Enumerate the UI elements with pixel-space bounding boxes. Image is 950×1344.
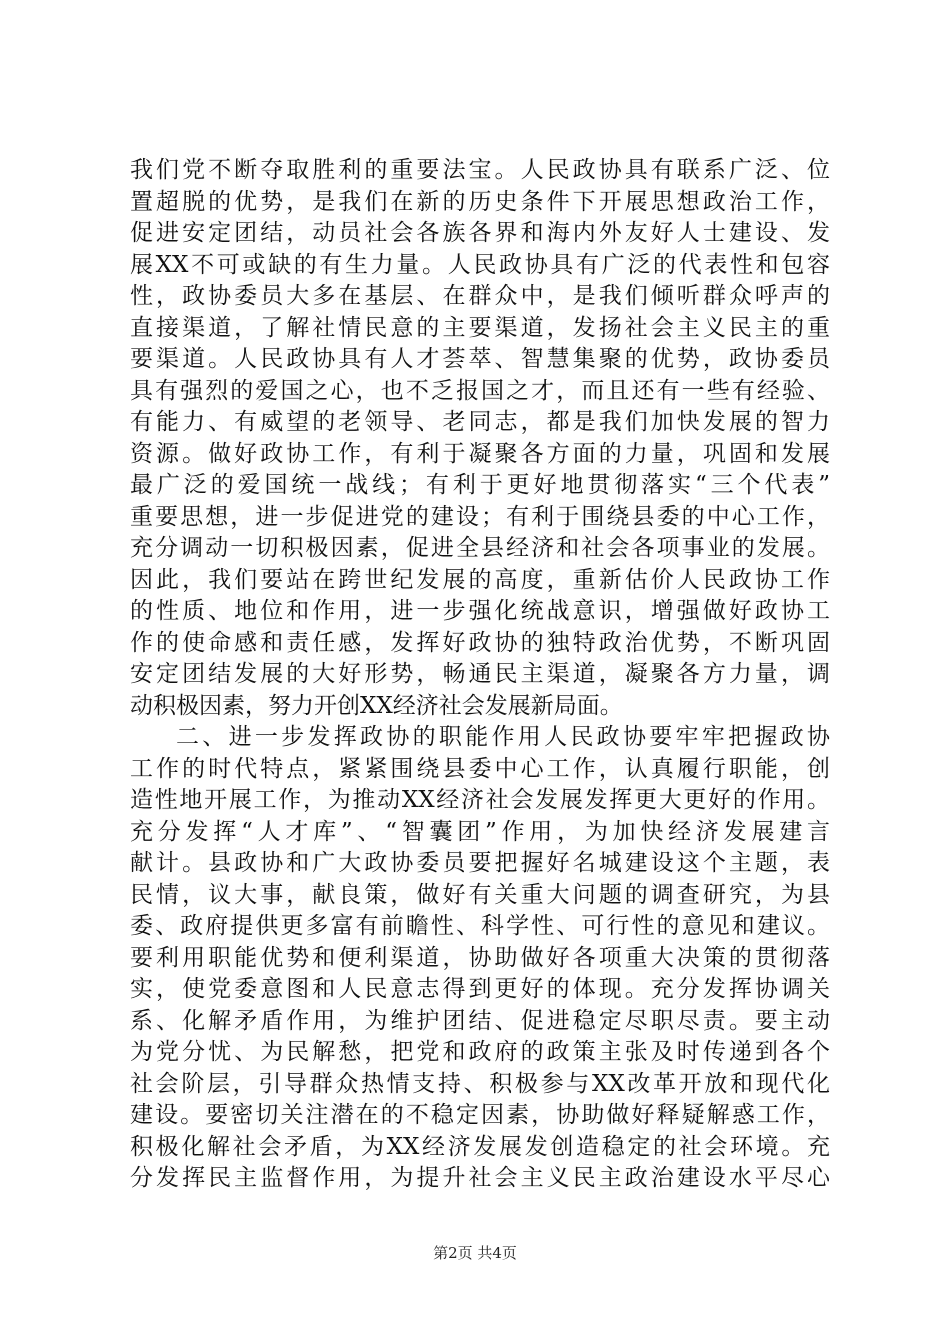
text-line: 系、化解矛盾作用，为维护团结、促进稳定尽职尽责。要主动 (130, 1007, 830, 1034)
text-line: 实，使党委意图和人民意志得到更好的体现。充分发挥协调关 (130, 976, 830, 1002)
text-line: 要渠道。人民政协具有人才荟萃、智慧集聚的优势，政协委员 (130, 346, 830, 372)
text-line: 社会阶层，引导群众热情支持、积极参与XX改革开放和现代化 (130, 1070, 830, 1097)
text-line: 分发挥民主监督作用，为提升社会主义民主政治建设水平尽心 (130, 1165, 830, 1191)
text-line: 性，政协委员大多在基层、在群众中，是我们倾听群众呼声的 (130, 283, 830, 309)
text-line: 资源。做好政协工作，有利于凝聚各方面的力量，巩固和发展 (130, 440, 830, 467)
text-line: 置超脱的优势，是我们在新的历史条件下开展思想政治工作， (130, 188, 830, 215)
text-line: 我们党不断夺取胜利的重要法宝。人民政协具有联系广泛、位 (130, 157, 830, 183)
text-line: 安定团结发展的大好形势，畅通民主渠道，凝聚各方力量，调 (130, 661, 830, 687)
text-line: 具有强烈的爱国之心，也不乏报国之才，而且还有一些有经验、 (130, 377, 830, 404)
text-line: 最广泛的爱国统一战线；有利于更好地贯彻落实“三个代表” (130, 472, 830, 498)
text-line: 为党分忧、为民解愁，把党和政府的政策主张及时传递到各个 (130, 1039, 830, 1065)
text-line: 充分调动一切积极因素，促进全县经济和社会各项事业的发展。 (130, 535, 830, 561)
text-line: 积极化解社会矛盾，为XX经济发展发创造稳定的社会环境。充 (130, 1133, 830, 1160)
text-line: 促进安定团结，动员社会各族各界和海内外友好人士建设、发 (130, 220, 830, 246)
text-line: 献计。县政协和广大政协委员要把握好名城建设这个主题，表 (130, 850, 830, 876)
text-line: 充分发挥“人才库”、“智囊团”作用，为加快经济发展建言 (130, 818, 830, 845)
text-line: 因此，我们要站在跨世纪发展的高度，重新估价人民政协工作 (130, 566, 830, 593)
text-line: 建设。要密切关注潜在的不稳定因素，协助做好释疑解惑工作， (130, 1102, 830, 1128)
text-line: 民情，议大事，献良策，做好有关重大问题的调查研究，为县 (130, 881, 830, 908)
text-line: 委、政府提供更多富有前瞻性、科学性、可行性的意见和建议。 (130, 913, 830, 939)
text-line: 要利用职能优势和便利渠道，协助做好各项重大决策的贯彻落 (130, 944, 830, 971)
text-line: 的性质、地位和作用，进一步强化统战意识，增强做好政协工 (130, 598, 830, 624)
section-heading-line: 二、进一步发挥政协的职能作用人民政协要牢牢把握政协 (176, 724, 830, 750)
page-number-footer: 第2页 共4页 (433, 1244, 517, 1262)
text-line: 动积极因素，努力开创XX经济社会发展新局面。 (130, 692, 623, 719)
text-line: 造性地开展工作，为推动XX经济社会发展发挥更大更好的作用。 (130, 787, 830, 813)
text-line: 工作的时代特点，紧紧围绕县委中心工作，认真履行职能，创 (130, 755, 830, 782)
text-line: 有能力、有威望的老领导、老同志，都是我们加快发展的智力 (130, 409, 830, 435)
text-line: 展XX不可或缺的有生力量。人民政协具有广泛的代表性和包容 (130, 251, 830, 278)
body-text (130, 155, 830, 1195)
text-line: 重要思想，进一步促进党的建设；有利于围绕县委的中心工作， (130, 503, 830, 530)
text-line: 直接渠道，了解社情民意的主要渠道，发扬社会主义民主的重 (130, 314, 830, 341)
text-line: 作的使命感和责任感，发挥好政协的独特政治优势，不断巩固 (130, 629, 830, 656)
